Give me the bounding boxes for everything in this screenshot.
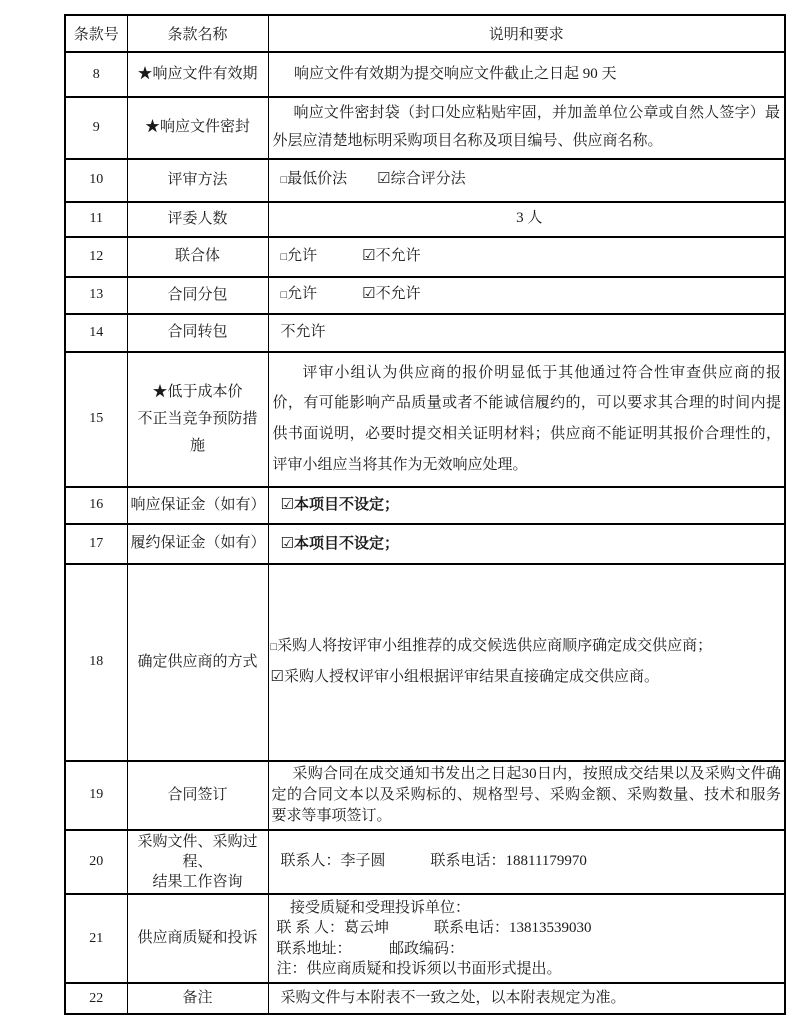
description-line: ☑本项目不设定； — [280, 534, 399, 552]
description-line: 联系人：李子圆 联系电话：18811179970 — [280, 853, 587, 870]
clause-description — [268, 524, 785, 564]
clause-name — [127, 97, 268, 159]
table-row — [65, 524, 785, 564]
clause-name-line: 履约保证金（如有） — [130, 535, 266, 551]
clause-name-line: 合同转包 — [167, 324, 228, 340]
description-line: □最低价法 ☑综合评分法 — [280, 171, 466, 188]
description-line: 联 系 人：葛云坤 联系电话：13813539030 — [276, 920, 592, 937]
clause-description — [268, 761, 785, 830]
table-row — [65, 352, 785, 487]
clause-name — [127, 202, 268, 237]
description-line: 不允许 — [280, 323, 326, 340]
table-row — [65, 983, 785, 1014]
clause-name — [127, 894, 268, 983]
clause-description — [268, 894, 785, 983]
clause-name — [127, 314, 268, 352]
clause-number: 12 — [65, 237, 127, 277]
description-line: ☑本项目不设定； — [280, 496, 399, 514]
star-icon: ★ — [137, 66, 153, 82]
description-line: 采购文件与本附表不一致之处，以本附表规定为准。 — [280, 990, 626, 1007]
star-icon: ★ — [144, 119, 160, 136]
clause-name-line: ★低于成本价 — [152, 383, 243, 400]
checkbox-empty-icon: □ — [280, 174, 288, 187]
description-line: 接受质疑和受理投诉单位： — [290, 899, 471, 916]
clause-description — [268, 314, 785, 352]
table-row — [65, 830, 785, 895]
clause-name-line: ★响应文件密封 — [144, 119, 251, 136]
clause-number: 19 — [65, 761, 127, 830]
clause-name — [127, 277, 268, 314]
clause-number: 9 — [65, 97, 127, 159]
clause-description — [268, 830, 785, 895]
clause-name-line: 合同签订 — [167, 786, 228, 803]
clause-name — [127, 761, 268, 830]
description-line: 采购合同在成交通知书发出之日起30日内，按照成交结果以及采购文件确定的合同文本以及采购标的、规格型号、采购金额、采购数量、技术和服务要求等事项签订。 — [271, 765, 781, 824]
clause-description — [268, 983, 785, 1014]
clause-number: 8 — [65, 52, 127, 97]
clause-name-line: 响应保证金（如有） — [130, 496, 266, 513]
clause-name — [127, 487, 268, 524]
table-row — [65, 202, 785, 237]
clause-number: 20 — [65, 830, 127, 895]
clause-name-line: 结果工作咨询 — [152, 874, 243, 890]
checkbox-checked-icon: ☑ — [280, 534, 294, 552]
clause-description — [268, 97, 785, 159]
table-row — [65, 487, 785, 524]
table-row — [65, 237, 785, 277]
description-line: 响应文件有效期为提交响应文件截止之日起 90 天 — [294, 65, 617, 82]
clause-number: 15 — [65, 352, 127, 487]
clause-number: 17 — [65, 524, 127, 564]
clause-name — [127, 237, 268, 277]
clause-name — [127, 983, 268, 1014]
col-header-clause-number: 条款号 — [65, 15, 127, 52]
clause-name — [127, 352, 268, 487]
checkbox-checked-icon: ☑ — [362, 247, 376, 264]
clause-number: 18 — [65, 564, 127, 761]
clause-name — [127, 524, 268, 564]
clause-name-line: 确定供应商的方式 — [137, 653, 258, 670]
table-row — [65, 52, 785, 97]
clause-description — [268, 237, 785, 277]
clause-description — [268, 564, 785, 761]
clause-name-line: 供应商质疑和投诉 — [137, 930, 258, 947]
clause-description — [268, 277, 785, 314]
checkbox-empty-icon: □ — [270, 640, 278, 653]
table-row — [65, 277, 785, 314]
clause-name-line: 评审方法 — [167, 171, 228, 188]
clause-name-line: 不正当竞争预防措施 — [137, 410, 258, 454]
clause-name — [127, 830, 268, 895]
description-line: 联系地址： 邮政编码： — [276, 940, 465, 957]
checkbox-checked-icon: ☑ — [377, 171, 391, 188]
clause-number: 16 — [65, 487, 127, 524]
clauses-table — [64, 14, 786, 1015]
table-row — [65, 894, 785, 983]
table-row — [65, 159, 785, 202]
table-row — [65, 314, 785, 352]
clause-number: 22 — [65, 983, 127, 1014]
description-line: □允许 ☑不允许 — [280, 286, 421, 303]
clause-description — [268, 52, 785, 97]
clause-number: 11 — [65, 202, 127, 237]
table-row — [65, 761, 785, 830]
description-line: □采购人将按评审小组推荐的成交候选供应商顺序确定成交供应商； — [270, 637, 713, 654]
table-row — [65, 564, 785, 761]
clause-description — [268, 487, 785, 524]
description-line: 3 人 — [516, 210, 543, 227]
checkbox-empty-icon: □ — [280, 250, 288, 263]
clause-name-line: 合同分包 — [167, 286, 228, 303]
clause-number: 10 — [65, 159, 127, 202]
star-icon: ★ — [152, 383, 168, 400]
col-header-clause-name: 条款名称 — [127, 15, 268, 52]
clause-number: 21 — [65, 894, 127, 983]
description-line: 响应文件密封袋（封口处应粘贴牢固，并加盖单位公章或自然人签字）最外层应清楚地标明采购项目名称及项目编号、供应商名称。 — [272, 105, 780, 149]
checkbox-empty-icon: □ — [280, 289, 288, 302]
clause-name-line: 备注 — [182, 990, 213, 1007]
clause-name — [127, 564, 268, 761]
clause-name — [127, 52, 268, 97]
clause-number: 14 — [65, 314, 127, 352]
clause-name-line: 采购文件、采购过程、 — [137, 833, 258, 870]
description-line: □允许 ☑不允许 — [280, 247, 421, 264]
col-header-description: 说明和要求 — [268, 15, 785, 52]
clause-description — [268, 202, 785, 237]
clause-name — [127, 159, 268, 202]
table-header-row — [65, 15, 785, 52]
clause-number: 13 — [65, 277, 127, 314]
checkbox-checked-icon: ☑ — [280, 496, 294, 514]
checkbox-checked-icon: ☑ — [270, 669, 284, 685]
clause-description — [268, 352, 785, 487]
clause-name-line: 联合体 — [174, 248, 220, 264]
clause-name-line: 评委人数 — [167, 210, 228, 227]
checkbox-checked-icon: ☑ — [362, 286, 376, 303]
description-line: 评审小组认为供应商的报价明显低于其他通过符合性审查供应商的报价，有可能影响产品质量或者不能诚信履约的，可以要求其合理的时间内提供书面说明，必要时提交相关证明材料；供应商不能证明其报价合理性的，评审小组应当将其作为无效响应处理。 — [272, 364, 781, 473]
description-line: 注：供应商质疑和投诉须以书面形式提出。 — [276, 961, 562, 978]
description-line: ☑采购人授权评审小组根据评审结果直接确定成交供应商。 — [270, 669, 659, 685]
clause-name-line: ★响应文件有效期 — [137, 66, 258, 82]
table-row — [65, 97, 785, 159]
clause-description — [268, 159, 785, 202]
